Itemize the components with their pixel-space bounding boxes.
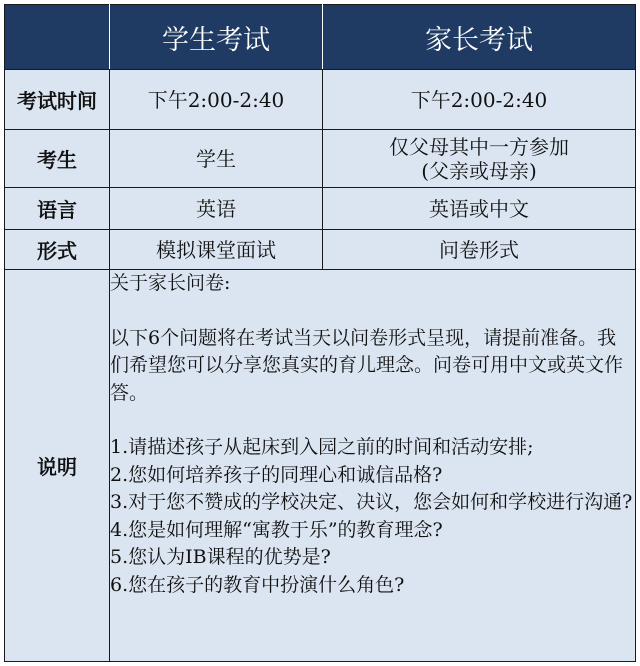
header-corner bbox=[5, 5, 110, 70]
question-item: 5.您认为IB课程的优势是? bbox=[110, 546, 331, 568]
parent-candidate bbox=[323, 130, 636, 188]
notes-intro: 以下6个问题将在考试当天以问卷形式呈现，请提前准备。我们希望您可以分享您真实的育儿理念。问卷可用中文或英文作答。 bbox=[110, 326, 624, 404]
notes-content bbox=[110, 270, 636, 662]
student-exam-time: 下午2:00-2:40 bbox=[110, 70, 323, 130]
student-format: 模拟课堂面试 bbox=[110, 230, 323, 270]
parent-exam-time: 下午2:00-2:40 bbox=[323, 70, 636, 130]
row-format bbox=[5, 230, 636, 270]
notes-title: 关于家长问卷: bbox=[110, 272, 231, 294]
exam-info-table bbox=[4, 4, 636, 662]
question-item: 3.对于您不赞成的学校决定、决议，您会如何和学校进行沟通? bbox=[110, 491, 633, 513]
label-notes: 说明 bbox=[5, 270, 110, 662]
label-candidate: 考生 bbox=[5, 130, 110, 188]
label-language: 语言 bbox=[5, 188, 110, 230]
parent-format: 问卷形式 bbox=[323, 230, 636, 270]
row-notes bbox=[5, 270, 636, 662]
student-candidate: 学生 bbox=[110, 130, 323, 188]
question-item: 1.请描述孩子从起床到入园之前的时间和活动安排; bbox=[110, 436, 534, 458]
row-language bbox=[5, 188, 636, 230]
question-item: 2.您如何培养孩子的同理心和诚信品格? bbox=[110, 463, 443, 486]
question-item: 6.您在孩子的教育中扮演什么角色? bbox=[110, 573, 405, 596]
label-format: 形式 bbox=[5, 230, 110, 270]
parent-language: 英语或中文 bbox=[323, 188, 636, 230]
header-parent-exam: 家长考试 bbox=[323, 5, 636, 70]
label-exam-time: 考试时间 bbox=[5, 70, 110, 130]
header-row bbox=[5, 5, 636, 70]
parent-candidate-line2: (父亲或母亲) bbox=[421, 158, 537, 183]
parent-candidate-line1: 仅父母其中一方参加 bbox=[389, 134, 569, 159]
student-language: 英语 bbox=[110, 188, 323, 230]
header-student-exam: 学生考试 bbox=[110, 5, 323, 70]
row-candidate bbox=[5, 130, 636, 188]
row-exam-time bbox=[5, 70, 636, 130]
question-item: 4.您是如何理解“寓教于乐”的教育理念? bbox=[110, 518, 443, 541]
